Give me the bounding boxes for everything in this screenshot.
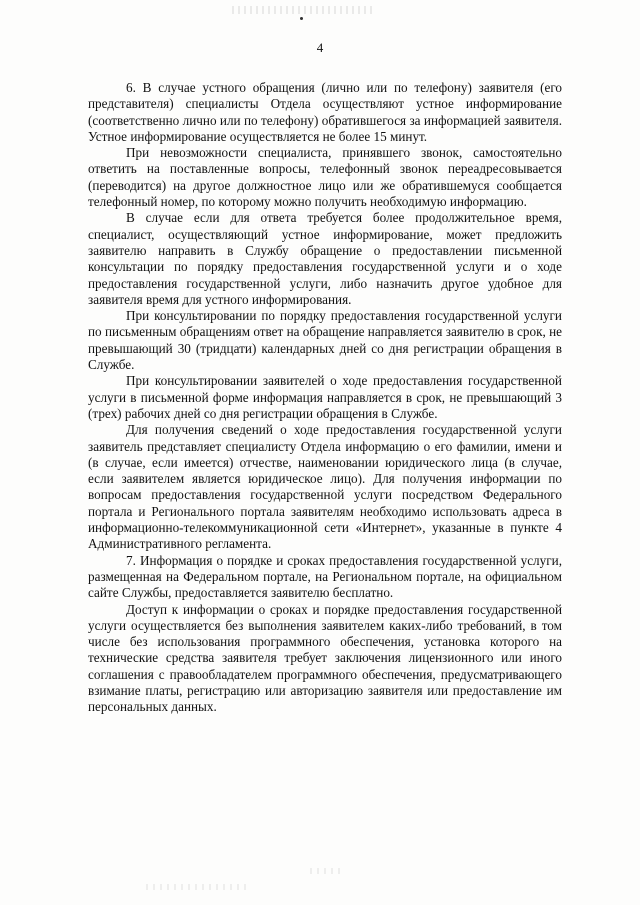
paragraph-3: В случае если для ответа требуется более продолжительное время, специалист, осуществляющий устное информирование, может предложить заявителю направить в Службу обращение о предоставлении письменной консультации по порядку предоставления государственной услуги и о ходе предоставления государственной услуги, либо назначить другое удобное для заявителя время для устного информирования. xyxy=(88,210,562,307)
paragraph-8: Доступ к информации о сроках и порядке предоставления государственной услуги осуществляется без выполнения заявителем каких-либо требований, в том числе без использования программного обеспечения, установка которого на технические средства заявителя требует заключения лицензионного или иного соглашения с правообладателем программного обеспечения, предусматривающего взимание платы, регистрацию или авторизацию заявителя или предоставление им персональных данных. xyxy=(88,601,562,715)
scan-artifact-dot xyxy=(300,17,303,20)
scan-artifact-bottom xyxy=(146,884,246,890)
scan-artifact-top xyxy=(232,6,372,14)
paragraph-5: При консультировании заявителей о ходе предоставления государственной услуги в письменной форме информация направляется в срок, не превышающий 3 (трех) рабочих дней со дня регистрации обращения в Службе. xyxy=(88,373,562,421)
paragraph-2: При невозможности специалиста, принявшего звонок, самостоятельно ответить на поставленные вопросы, телефонный звонок переадресовывается (переводится) на другое должностное лицо или же обратившемуся сообщается телефонный номер, по которому можно получить необходимую информацию. xyxy=(88,145,562,210)
paragraph-1: 6. В случае устного обращения (лично или по телефону) заявителя (его представителя) специалисты Отдела осуществляют устное информирование (соответственно лично или по телефону) обратившегося за информацией заявителя. Устное информирование осуществляется не более 15 минут. xyxy=(88,80,562,144)
page-number: 4 xyxy=(316,40,324,55)
paragraph-7: 7. Информация о порядке и сроках предоставления государственной услуги, размещенная на Федеральном портале, на Региональном портале, на официальном сайте Службы, предоставляется заявителю бесплатно. xyxy=(88,552,562,601)
paragraph-6: Для получения сведений о ходе предоставления государственной услуги заявитель представляет специалисту Отдела информацию о его фамилии, имени и (в случае, если имеется) отчестве, наименовании юридического лица (в случае, если заявителем является юридическое лицо). Для получения информации по вопросам предоставления государственной услуги посредством Федерального портала и Регионального портала заявителям необходимо использовать адреса в информационно-телекоммуникационной сети «Интернет», указанные в пункте 4 Административного регламента. xyxy=(88,422,562,552)
document-body xyxy=(88,80,562,716)
paragraph-4: При консультировании по порядку предоставления государственной услуги по письменным обращениям ответ на обращение направляется заявителю в срок, не превышающий 30 (тридцати) календарных дней со дня регистрации обращения в Службе. xyxy=(88,308,562,373)
scan-artifact-bottom xyxy=(310,868,340,874)
